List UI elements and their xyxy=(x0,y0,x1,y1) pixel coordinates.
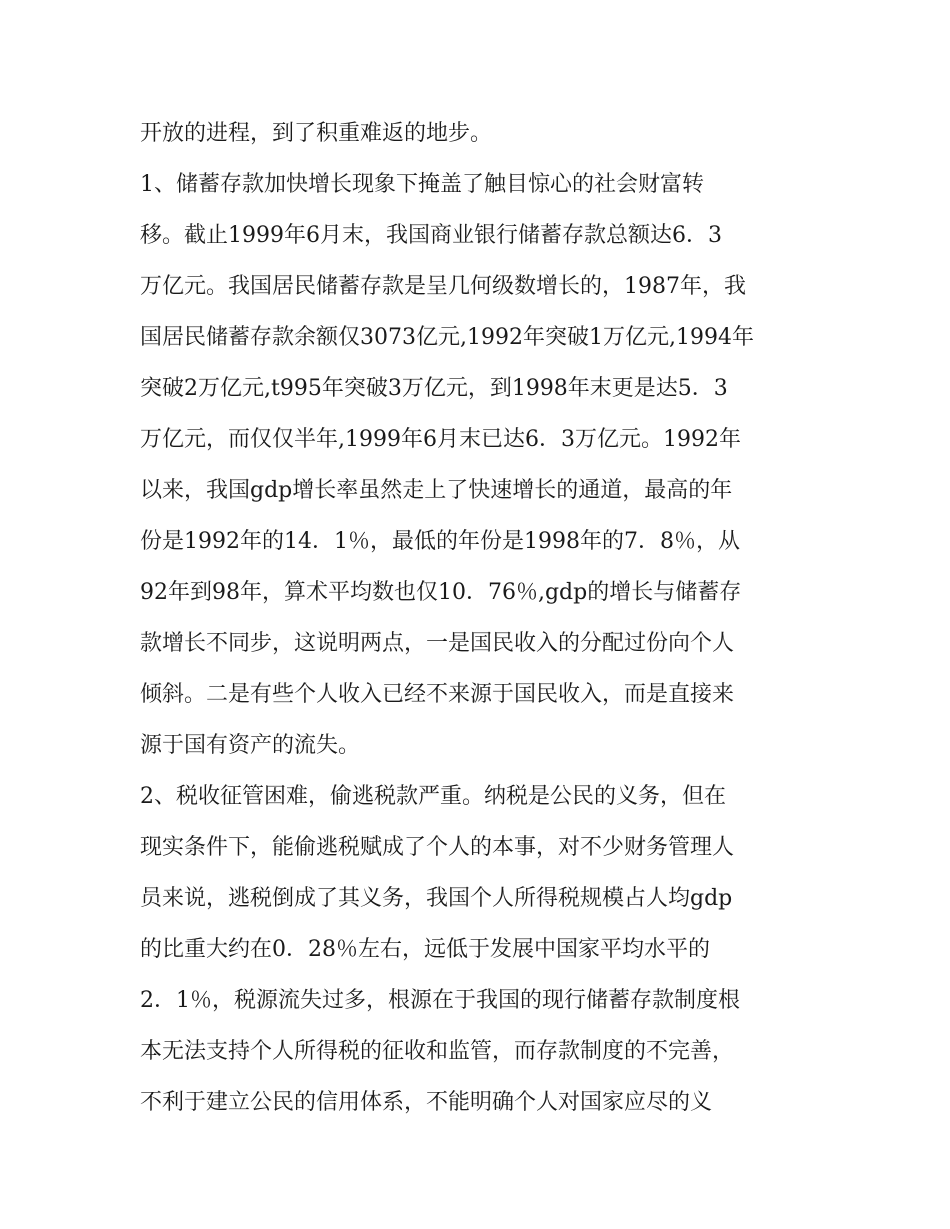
text-line: 万亿元，而仅仅半年,1999年6月末已达6．3万亿元。1992年 xyxy=(140,427,741,452)
text-line: 员来说，逃税倒成了其义务，我国个人所得税规模占人均gdp xyxy=(140,886,733,911)
text-line: 92年到98年，算术平均数也仅10．76％,gdp的增长与储蓄存 xyxy=(140,580,742,605)
text-line: 的比重大约在0．28％左右，远低于发展中国家平均水平的 xyxy=(140,937,710,962)
text-line: 2．1％，税源流失过多，根源在于我国的现行储蓄存款制度根 xyxy=(140,988,740,1013)
text-line: 国居民储蓄存款余额仅3073亿元,1992年突破1万亿元,1994年 xyxy=(140,325,754,350)
text-line: 移。截止1999年6月末，我国商业银行储蓄存款总额达6．3 xyxy=(140,223,722,248)
text-line: 份是1992年的14．1％，最低的年份是1998年的7．8％，从 xyxy=(140,529,740,554)
text-line: 以来，我国gdp增长率虽然走上了快速增长的通道，最高的年 xyxy=(140,478,733,503)
text-line: 倾斜。二是有些个人收入已经不来源于国民收入，而是直接来 xyxy=(140,682,735,707)
text-line: 突破2万亿元,t995年突破3万亿元，到1998年末更是达5．3 xyxy=(140,376,728,401)
text-line: 现实条件下，能偷逃税赋成了个人的本事，对不少财务管理人 xyxy=(140,835,735,860)
text-line: 1、储蓄存款加快增长现象下掩盖了触目惊心的社会财富转 xyxy=(140,172,704,197)
text-line: 开放的进程，到了积重难返的地步。 xyxy=(140,121,493,146)
text-line: 万亿元。我国居民储蓄存款是呈几何级数增长的，1987年，我 xyxy=(140,274,746,299)
text-line: 款增长不同步，这说明两点，一是国民收入的分配过份向个人 xyxy=(140,631,735,656)
body-text xyxy=(140,108,820,1128)
text-line: 本无法支持个人所得税的征收和监管，而存款制度的不完善， xyxy=(140,1039,735,1064)
text-line: 源于国有资产的流失。 xyxy=(140,733,361,758)
text-line: 不利于建立公民的信用体系，不能明确个人对国家应尽的义 xyxy=(140,1090,713,1115)
text-line: 2、税收征管困难，偷逃税款严重。纳税是公民的义务，但在 xyxy=(140,784,726,809)
